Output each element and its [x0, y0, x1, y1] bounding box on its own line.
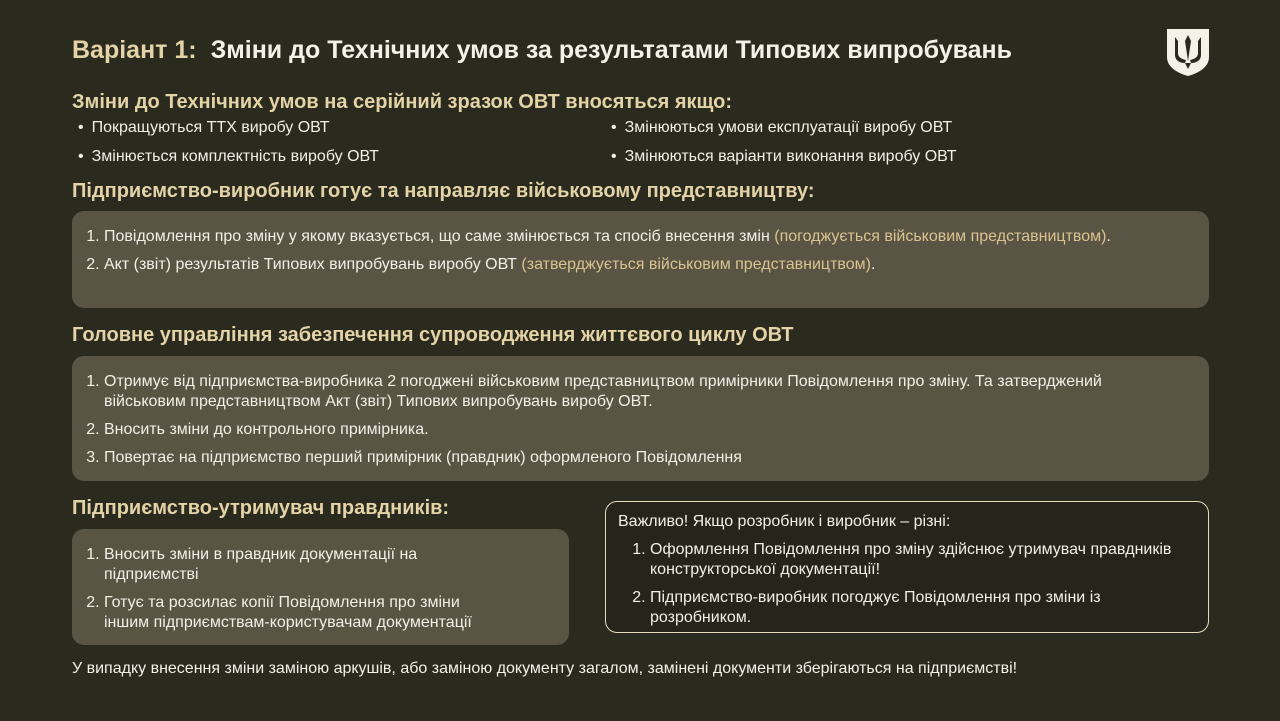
condition-item: • Змінюється комплектність виробу ОВТ: [78, 148, 379, 166]
important-note-box: [605, 501, 1209, 633]
footer-note: У випадку внесення зміни заміною аркушів, або заміною документу загалом, замінені документи зберігаються на підприємстві!: [72, 660, 1018, 677]
condition-item: • Змінюються умови експлуатації виробу ОВТ: [611, 119, 952, 137]
conditions-heading: Зміни до Технічних умов на серійний зразок ОВТ вносяться якщо:: [72, 91, 733, 113]
list-item: 1. Отримує від підприємства-виробника 2 погоджені військовим представництвом примірники Повідомлення про зміну. Та затверджений військовим представництвом Акт (звіт) Типових випробувань виробу ОВТ.: [104, 372, 1179, 412]
list-item: 1. Повідомлення про зміну у якому вказується, що саме змінюється та спосіб внесення змін (погоджується військовим представництвом).: [104, 227, 1149, 247]
directorate-box: [72, 356, 1209, 481]
list-item: 2. Підприємство-виробник погоджує Повідомлення про зміни із розробником.: [650, 588, 1194, 628]
holder-box: [72, 529, 569, 645]
list-item: 2. Вносить зміни до контрольного примірника.: [104, 420, 1179, 440]
variant-label: Варіант 1:: [72, 36, 197, 64]
holder-heading: Підприємство-утримувач правдників:: [72, 497, 450, 519]
manufacturer-box: [72, 211, 1209, 308]
trident-shield-icon: [1165, 27, 1211, 77]
title-text: Зміни до Технічних умов за результатами Типових випробувань: [210, 36, 1013, 64]
list-item: 3. Повертає на підприємство перший примірник (правдник) оформленого Повідомлення: [104, 448, 1179, 468]
page-title: [72, 36, 1012, 65]
list-item: 1. Оформлення Повідомлення про зміну здійснює утримувач правдників конструкторської документації!: [650, 540, 1194, 580]
manufacturer-heading: Підприємство-виробник готує та направляє військовому представництву:: [72, 180, 815, 202]
list-item: 2. Готує та розсилає копії Повідомлення про зміни іншим підприємствам-користувачам документації: [104, 593, 479, 633]
important-heading: Важливо! Якщо розробник і виробник – різні:: [618, 513, 951, 530]
list-item: 2. Акт (звіт) результатів Типових випробувань виробу ОВТ (затверджується військовим представництвом).: [104, 255, 1149, 275]
list-item: 1. Вносить зміни в правдник документації на підприємстві: [104, 545, 479, 585]
condition-item: • Покращуються ТТХ виробу ОВТ: [78, 119, 330, 137]
condition-item: • Змінюються варіанти виконання виробу ОВТ: [611, 148, 957, 166]
directorate-heading: Головне управління забезпечення супроводження життєвого циклу ОВТ: [72, 324, 794, 346]
